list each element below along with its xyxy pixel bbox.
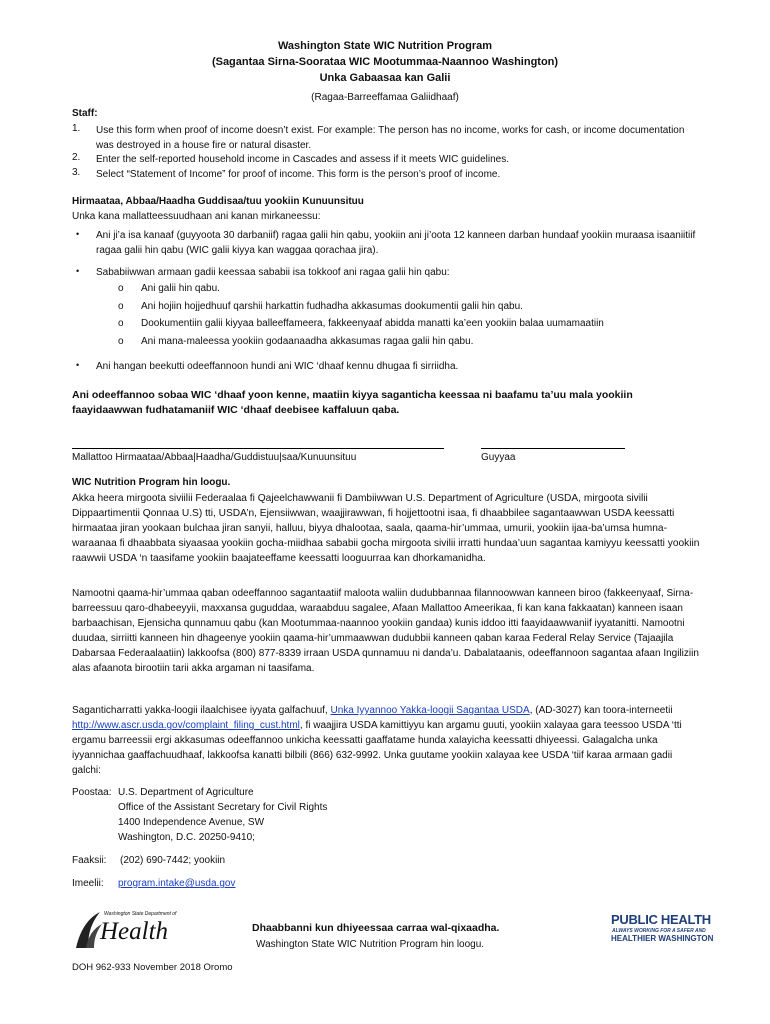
nondiscrimination-para1: Akka heera mirgoota siviilii Federaalaa fi Qajeelchawwanii fi Dambiiwwan U.S. Department of Agriculture (USDA, mirgoota sivilii Dippaartimentii Qonnaa U.S) tti, USDA’n, Ejensiiwwan, waajjirawwan, fi hojjettootni isaa, fi dhaabbilee sagantaawwan USDA keessatti hirmaataa jiran yookaan bulchaa jiran sanyii, halluu, biyya dhalootaa, saala, qaama-hir’ummaa, umurii, yookiin ijaa-ba’umsa humna-waraanaa fi dhaabbata siyaasaa yookiin gocha-miidhaa sababii gocha mirgoota sivilii irratti hundaa’uun sagantaa kamiyyu keessatti yookiin raawwii USDA ‘n taasifame yookiin baajateeffame keessatti looguurraa kan dhorkamanidha. [72, 493, 700, 565]
nondiscrimination-heading: WIC Nutrition Program hin loogu. [72, 477, 231, 488]
client-sub-item: Dookumentiin galii kiyyaa balleeffameera, fakkeenyaaf abidda manatti ka’een yookiin balaa uumamaatiin [141, 318, 604, 329]
sub-marker: o [118, 301, 124, 312]
nondiscrimination-para3 [72, 703, 702, 778]
client-heading: Hirmaataa, Abbaa/Haadha Guddisaa/tuu yookiin Kunuunsituu [72, 196, 364, 207]
date-line[interactable] [481, 448, 625, 449]
mail-line: Office of the Assistant Secretary for Civil Rights [118, 802, 328, 813]
bullet-marker: • [76, 266, 80, 276]
date-label: Guyyaa [481, 452, 516, 463]
bullet-marker: • [76, 229, 80, 239]
signature-line[interactable] [72, 448, 444, 449]
mail-line: U.S. Department of Agriculture [118, 787, 254, 798]
client-bullet: Ani hangan beekutti odeeffannoon hundi ani WIC ‘dhaaf kennu dhugaa fi sirriidha. [96, 361, 459, 372]
mail-line: Washington, D.C. 20250-9410; [118, 832, 255, 843]
sub-marker: o [118, 283, 124, 294]
staff-item-text: Use this form when proof of income doesn’t exist. For example: The person has no income, works for cash, or income documentation was destroyed in a house fire or natural disaster. [96, 125, 685, 151]
title-program-oromo: (Sagantaa Sirna-Soorataa WIC Mootummaa-Naannoo Washington) [211, 56, 559, 68]
footer-nondiscrimination: Washington State WIC Nutrition Program hin loogu. [256, 939, 485, 950]
client-bullet: Sababiiwwan armaan gadii keessaa sababii isa tokkoof ani ragaa galii hin qabu: [96, 267, 450, 278]
bullet-marker: • [76, 360, 80, 370]
client-sub-item: Ani galii hin qabu. [141, 283, 220, 294]
nondiscrimination-para2: Namootni qaama-hir’ummaa qaban odeeffannoo sagantaatiif maloota waliin dudubbannaa filannoowwan kanneen biroo (fakkeenyaaf, Sirna-barreessuu qaro-dhabeeyyii, maxxansa guguddaa, waraabduu sagalee, Afaan Mallattoo Ameerikaa, fi kan kana fakkaatan) kanneen isaan barbaachisan, Ejensicha qunnamuu qabu (kan Mootummaa-naannoo yookiin gandaa) kunis iddoo itti faayidaawwaniif iyyatanitti. Namootni duudaa, sirriitti kanneen hin dhageenye yookiin qaama-hir’ummaawwan dudubbii kanneen qaban karaa Federal Relay Service (Tajaajila Dabarsaa Federaalaatiin) lakkoofsa (800) 877-8339 irraan USDA qunnamuu ni danda’u. Dabalataanis, odeeffannoon sagantaa afaan Ingiliziin alas afaanota birootiin tarii akka argaman ni taasifama. [72, 588, 699, 675]
title-form: Unka Gabaasaa kan Galii [319, 72, 451, 84]
document-id: DOH 962-933 November 2018 Oromo [72, 962, 233, 973]
staff-item-number: 1. [72, 123, 81, 134]
email-label: Imeelii: [72, 878, 104, 889]
client-sub-item: Ani hojiin hojjedhuuf qarshii harkattin fudhadha akkasumas dookumentii galii hin qabu. [141, 301, 523, 312]
doh-logo-word: Health [100, 918, 169, 945]
para3-text: , (AD-3027) kan toora-interneetii [529, 705, 673, 716]
staff-item-number: 2. [72, 152, 81, 163]
fax-label: Faaksii: [72, 855, 107, 866]
title-program: Washington State WIC Nutrition Program [277, 40, 493, 52]
sub-marker: o [118, 336, 124, 347]
doh-logo [74, 908, 194, 952]
client-intro: Unka kana mallatteessuudhaan ani kanan mirkaneessu: [72, 211, 321, 222]
staff-item-text: Enter the self-reported household income in Cascades and assess if it meets WIC guidelines. [96, 154, 509, 165]
sub-marker: o [118, 318, 124, 329]
doh-logo-small-text: Washington State Department of [104, 911, 177, 917]
signature-label: Mallattoo Hirmaataa/Abbaa|Haadha/Guddistuu|saa/Kunuunsituu [72, 452, 357, 463]
public-health-tagline: ALWAYS WORKING FOR A SAFER AND [612, 928, 706, 934]
para3-text: , fi waajjira USDA kamittiyyu kan argamu guuti, yookiin xalayaa gara teessoo USDA ‘tti ergamu barreessii ergi akkasumas odeeffannoo unkicha keessatti gaaffatame hunda xalayicha keessatti dhiyeessi. Galagalcha unka iyyannichaa gaaffachuudhaaf, lakkoofsa kanatti bilbili (866) 632-9992. Unka guutame yookiin xalayaa kee USDA ‘tiif karaa armaan gadii galchi: [72, 720, 682, 777]
public-health-tagline-2: HEALTHIER WASHINGTON [611, 934, 714, 943]
para3-text: Saganticharratti yakka-loogii ilaalchisee iyyata galfachuuf, [72, 705, 328, 716]
client-sub-item: Ani mana-maleessa yookiin godaanaadha akkasumas ragaa galii hin qabu. [141, 336, 474, 347]
staff-item-number: 3. [72, 167, 81, 178]
staff-item-text: Select “Statement of Income” for proof of income. This form is the person’s proof of income. [96, 169, 501, 180]
footer-equal-opportunity: Dhaabbanni kun dhiyeessaa carraa wal-qixaadha. [252, 922, 500, 934]
fax-value: (202) 690-7442; yookiin [120, 855, 226, 866]
public-health-title: PUBLIC HEALTH [611, 912, 711, 927]
mail-label: Poostaa: [72, 787, 112, 798]
false-info-warning: Ani odeeffannoo sobaa WIC ‘dhaaf yoon kenne, maatiin kiyya saganticha keessaa ni baafamu ta’uu mala yookiin faayidaawwan fudhatamaniif WIC ‘dhaaf deebisee kaffaluun qaba. [72, 389, 633, 416]
complaint-form-link[interactable]: Unka Iyyannoo Yakka-loogii Sagantaa USDA [330, 705, 530, 716]
email-link[interactable]: program.intake@usda.gov [118, 878, 236, 889]
client-bullet: Ani ji’a isa kanaaf (guyyoota 30 darbaniif) ragaa galii hin qabu, yookiin ani ji’oota 12 kanneen darban hundaaf yookiin muraasa isaaniitiif ragaa galii hin qabu (WIC galii kiyya kan waggaa qorachaa jira). [96, 230, 696, 256]
public-health-logo [611, 912, 721, 946]
complaint-url-link[interactable]: http://www.ascr.usda.gov/complaint_filing_cust.html [72, 720, 300, 732]
staff-heading: Staff: [72, 108, 98, 119]
mail-line: 1400 Independence Avenue, SW [118, 817, 265, 828]
title-subtitle: (Ragaa-Barreeffamaa Galiidhaaf) [311, 92, 459, 103]
